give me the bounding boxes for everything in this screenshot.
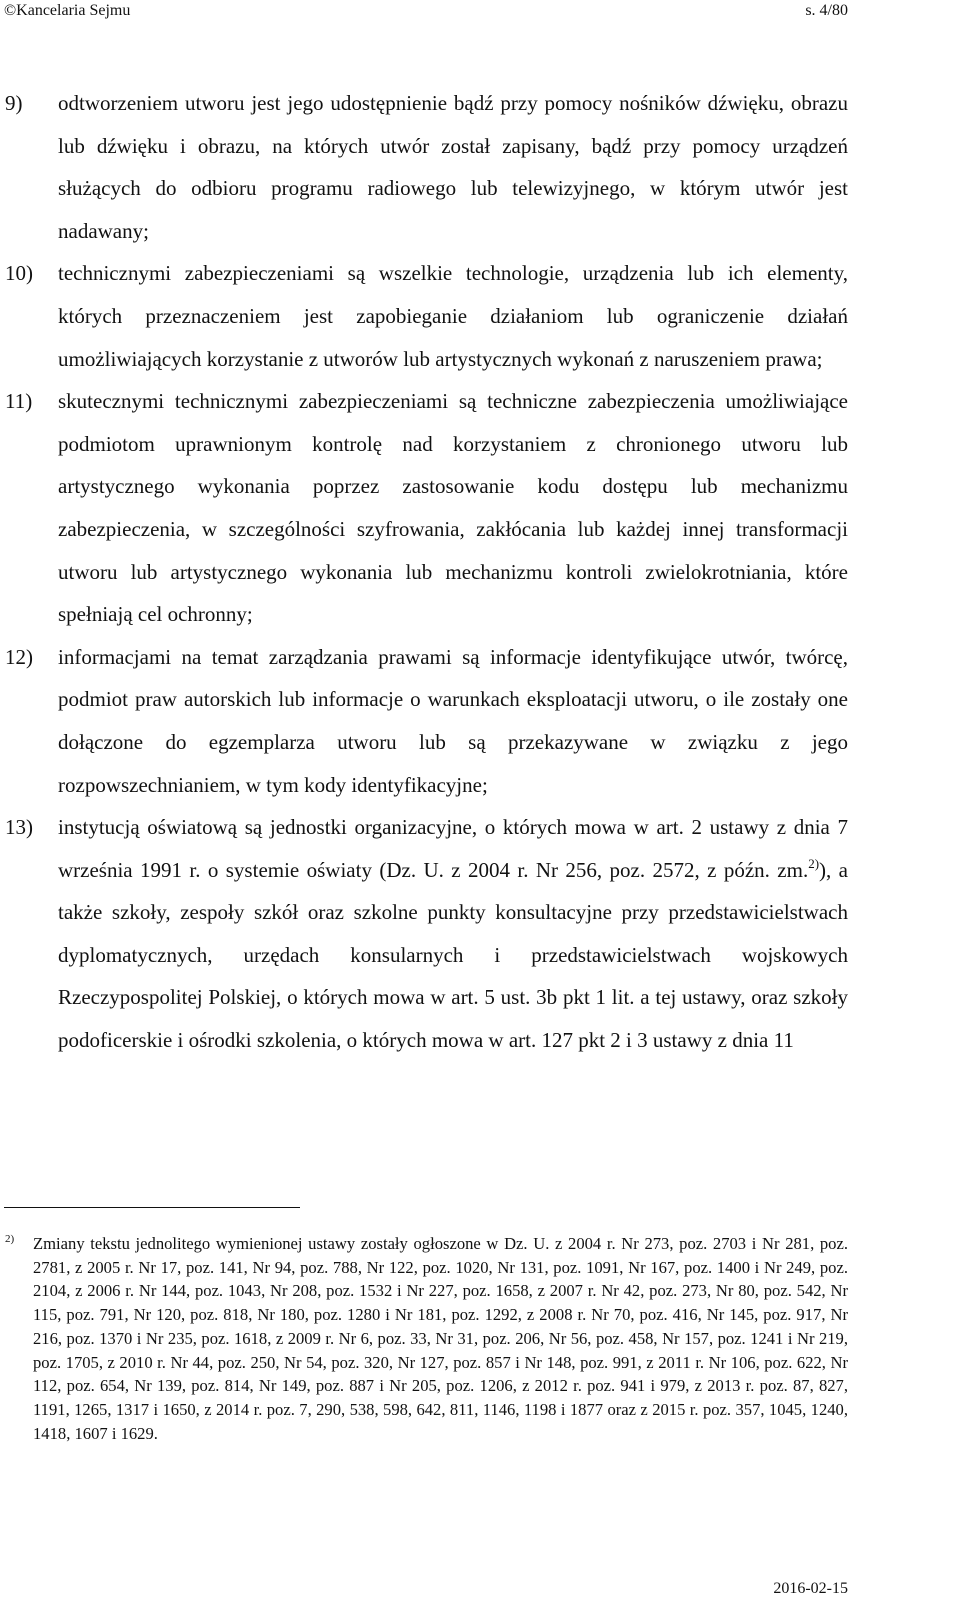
- definition-item: [0, 380, 848, 636]
- definition-text-part: ), a także szkoły, zespoły szkół oraz szkolne punkty konsultacyjne przy przedstawicielstwach dyplomatycznych, urzędach konsularnych i przedstawicielstwach wojskowych Rzeczypospolitej Polskiej, o których mowa w art. 5 ust. 3b pkt 1 lit. a tej ustawy, oraz szkoły podoficerskie i ośrodki szkolenia, o których mowa w art. 127 pkt 2 i 3 ustawy z dnia 11: [58, 857, 848, 1053]
- footnote-text: Zmiany tekstu jednolitego wymienionej ustawy zostały ogłoszone w Dz. U. z 2004 r. Nr 273, poz. 2703 i Nr 281, poz. 2781, z 2005 r. Nr 17, poz. 141, Nr 94, poz. 788, Nr 122, poz. 1020, Nr 131, poz. 1091, Nr 167, poz. 1400 i Nr 249, poz. 2104, z 2006 r. Nr 144, poz. 1043, Nr 208, poz. 1532 i Nr 227, poz. 1658, z 2007 r. Nr 42, poz. 273, Nr 80, poz. 542, Nr 115, poz. 791, Nr 120, poz. 818, Nr 180, poz. 1280 i Nr 181, poz. 1292, z 2008 r. Nr 70, poz. 416, Nr 145, poz. 917, Nr 216, poz. 1370 i Nr 235, poz. 1618, z 2009 r. Nr 6, poz. 33, Nr 31, poz. 206, Nr 56, poz. 458, Nr 157, poz. 1241 i Nr 219, poz. 1705, z 2010 r. Nr 44, poz. 250, Nr 54, poz. 320, Nr 127, poz. 857 i Nr 148, poz. 991, z 2011 r. Nr 106, poz. 622, Nr 112, poz. 654, Nr 139, poz. 814, Nr 149, poz. 887 i Nr 205, poz. 1206, z 2012 r. poz. 941 i 979, z 2013 r. poz. 87, 827, 1191, 1265, 1317 i 1650, z 2014 r. poz. 7, 290, 538, 598, 642, 811, 1146, 1198 i 1877 oraz z 2015 r. poz. 357, 1045, 1240, 1418, 1607 i 1629.: [33, 1234, 848, 1443]
- definition-number: 13): [5, 815, 33, 840]
- page-header: [0, 0, 960, 24]
- page-indicator: s. 4/80: [805, 2, 848, 19]
- definitions-list: [0, 82, 960, 1062]
- definition-item: [0, 636, 848, 806]
- definition-text-part: instytucją oświatową są jednostki organizacyjne, o których mowa w art. 2 ustawy z dnia 7 września 1991 r. o systemie oświaty (Dz. U. z 2004 r. Nr 256, poz. 2572, z późn. zm.: [58, 815, 848, 882]
- footnote-marker: 2): [5, 1233, 15, 1245]
- definition-text: [58, 806, 848, 1062]
- definition-text: technicznymi zabezpieczeniami są wszelkie technologie, urządzenia lub ich elementy, których przeznaczeniem jest zapobieganie działaniom lub ograniczenie działań umożliwiających korzystanie z utworów lub artystycznych wykonań z naruszeniem prawa;: [58, 261, 848, 371]
- definition-text: informacjami na temat zarządzania prawami są informacje identyfikujące utwór, twórcę, podmiot praw autorskich lub informacje o warunkach eksploatacji utworu, o ile zostały one dołączone do egzemplarza utworu lub są przekazywane w związku z jego rozpowszechnianiem, w tym kody identyfikacyjne;: [58, 644, 848, 797]
- definition-number: 12): [5, 644, 33, 669]
- definition-text: skutecznymi technicznymi zabezpieczeniami są techniczne zabezpieczenia umożliwiające podmiotom uprawnionym kontrolę nad korzystaniem z chronionego utworu lub artystycznego wykonania poprzez zastosowanie kodu dostępu lub mechanizmu zabezpieczenia, w szczególności szyfrowania, zakłócania lub każdej innej transformacji utworu lub artystycznego wykonania lub mechanizmu kontroli zwielokrotniania, które spełniają cel ochronny;: [58, 389, 848, 627]
- definition-number: 10): [5, 261, 33, 286]
- definition-item: [0, 82, 848, 252]
- definition-text: odtworzeniem utworu jest jego udostępnienie bądź przy pomocy nośników dźwięku, obrazu lub dźwięku i obrazu, na których utwór został zapisany, bądź przy pomocy urządzeń służących do odbioru programu radiowego lub telewizyjnego, w którym utwór jest nadawany;: [58, 91, 848, 243]
- page-footer-date: 2016-02-15: [773, 1580, 848, 1597]
- definition-number: 9): [5, 91, 23, 115]
- footnote-separator: [4, 1207, 300, 1208]
- definition-item: [0, 806, 848, 1062]
- copyright-notice: ©Kancelaria Sejmu: [4, 2, 131, 19]
- footnote: [0, 1232, 960, 1445]
- footnote-reference[interactable]: 2): [808, 855, 820, 871]
- definition-number: 11): [5, 389, 33, 414]
- definition-item: [0, 252, 848, 380]
